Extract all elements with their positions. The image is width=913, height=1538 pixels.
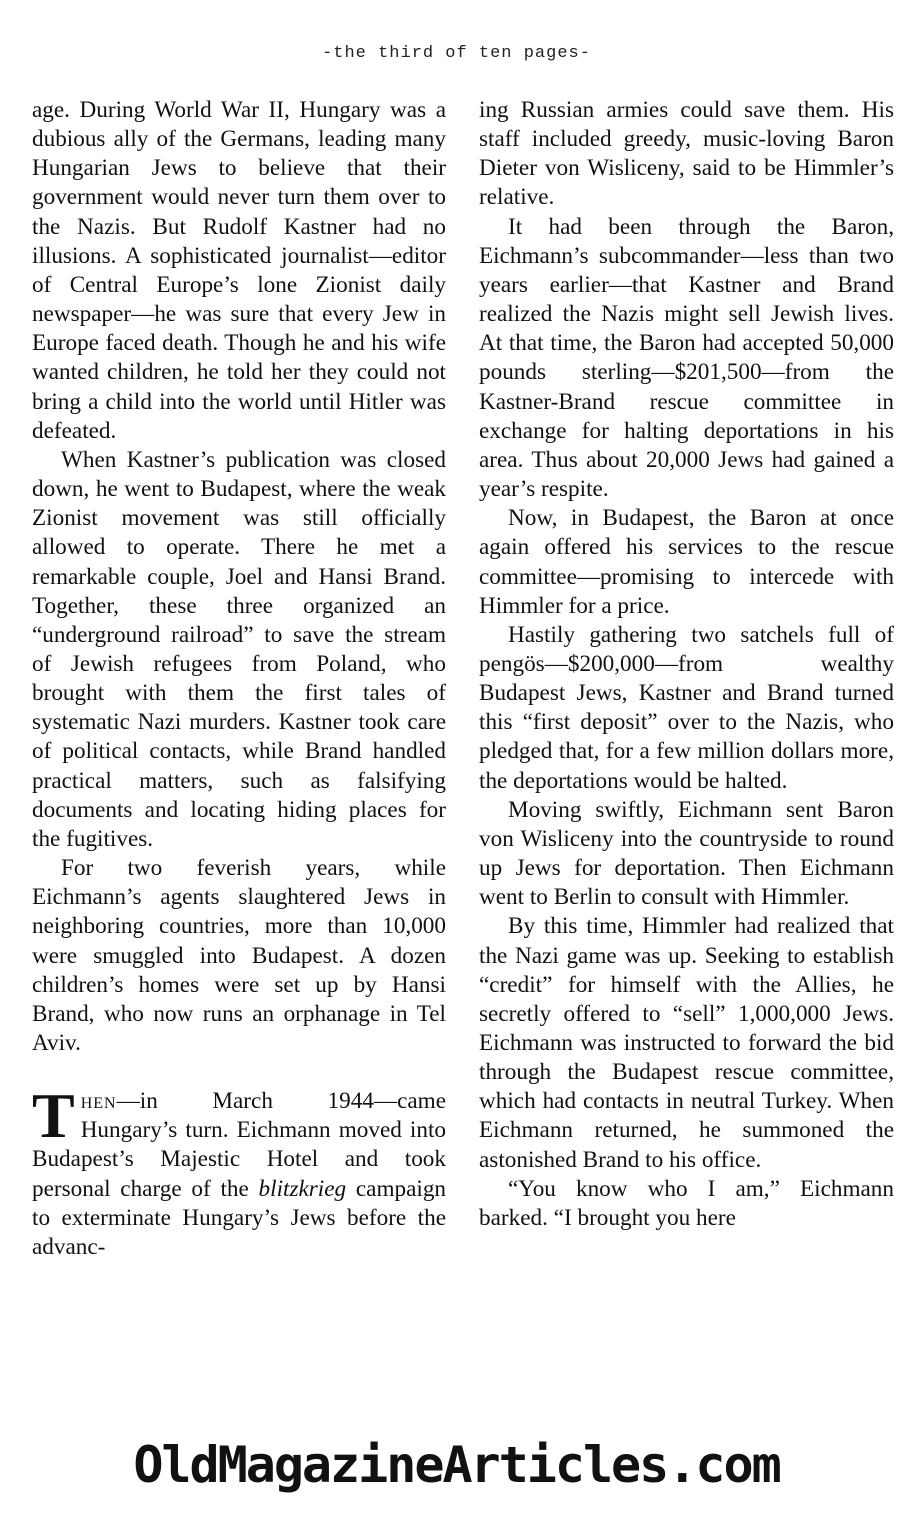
- small-caps-lead: hen: [80, 1088, 117, 1115]
- paragraph: ing Russian armies could save them. His staff included greedy, music-loving Baron Dieter von Wisliceny, said to be Himmler’s relative.: [479, 97, 894, 211]
- section-paragraph: [32, 1080, 447, 1262]
- right-column: [479, 96, 894, 1233]
- paragraph: Hastily gathering two satchels full of pengös—$200,000—from wealthy Budapest Jews, Kastner and Brand turned this “first deposit” over to the Nazis, who pledged that, for a few million dollars more, the deportations would be halted.: [479, 621, 894, 794]
- paragraph: “You know who I am,” Eichmann barked. “I brought you here: [479, 1175, 894, 1231]
- italic-term: blitzkrieg: [258, 1175, 347, 1202]
- left-column: [32, 96, 446, 1262]
- paragraph: Moving swiftly, Eichmann sent Baron von Wisliceny into the countryside to round up Jews for deportation. Then Eichmann went to Berlin to consult with Himmler.: [479, 796, 894, 911]
- page-header: -the third of ten pages-: [322, 44, 591, 63]
- paragraph: Now, in Budapest, the Baron at once again offered his services to the rescue committee—promising to intercede with Himmler for a price.: [479, 505, 894, 619]
- paragraph-text: campaign to exterminate Hungary’s Jews before the advanc-: [32, 1175, 447, 1260]
- site-watermark: OldMagazineArticles.com: [133, 1436, 780, 1494]
- drop-cap: T: [32, 1080, 75, 1152]
- paragraph: When Kastner’s publication was closed down, he went to Budapest, where the weak Zionist movement was still officially allowed to operate. There he met a remarkable couple, Joel and Hansi Brand. Together, these three organized an “underground railroad” to save the stream of Jewish refugees from Poland, who brought with them the first tales of systematic Nazi murders. Kastner took care of political contacts, while Brand handled practical matters, such as falsifying documents and locating hiding places for the fugitives.: [32, 446, 446, 852]
- paragraph: By this time, Himmler had realized that the Nazi game was up. Seeking to establish “credit” for himself with the Allies, he secretly offered to “sell” 1,000,000 Jews. Eichmann was instructed to forward the bid through the Budapest rescue committee, which had contacts in neutral Turkey. When Eichmann returned, he summoned the astonished Brand to his office.: [479, 913, 894, 1173]
- paragraph: It had been through the Baron, Eichmann’s subcommander—less than two years earlier—that Kastner and Brand realized the Nazis might sell Jewish lives. At that time, the Baron had accepted 50,000 pounds sterling—$201,500—from the Kastner-Brand rescue committee in exchange for halting deportations in his area. Thus about 20,000 Jews had gained a year’s respite.: [479, 213, 894, 503]
- paragraph: age. During World War II, Hungary was a dubious ally of the Germans, leading many Hungarian Jews to believe that their government would never turn them over to the Nazis. But Rudolf Kastner had no illusions. A sophisticated journalist—editor of Central Europe’s lone Zionist daily newspaper—he was sure that every Jew in Europe faced death. Though he and his wife wanted children, he told her they could not bring a child into the world until Hitler was defeated.: [32, 97, 446, 444]
- paragraph-text: —in March 1944—came Hungary’s turn. Eichmann moved into Budapest’s Majestic Hotel and took personal charge of the: [32, 1088, 446, 1202]
- paragraph: For two feverish years, while Eichmann’s agents slaughtered Jews in neighboring countries, more than 10,000 were smuggled into Budapest. A dozen children’s homes were set up by Hansi Brand, who now runs an orphanage in Tel Aviv.: [32, 855, 446, 1056]
